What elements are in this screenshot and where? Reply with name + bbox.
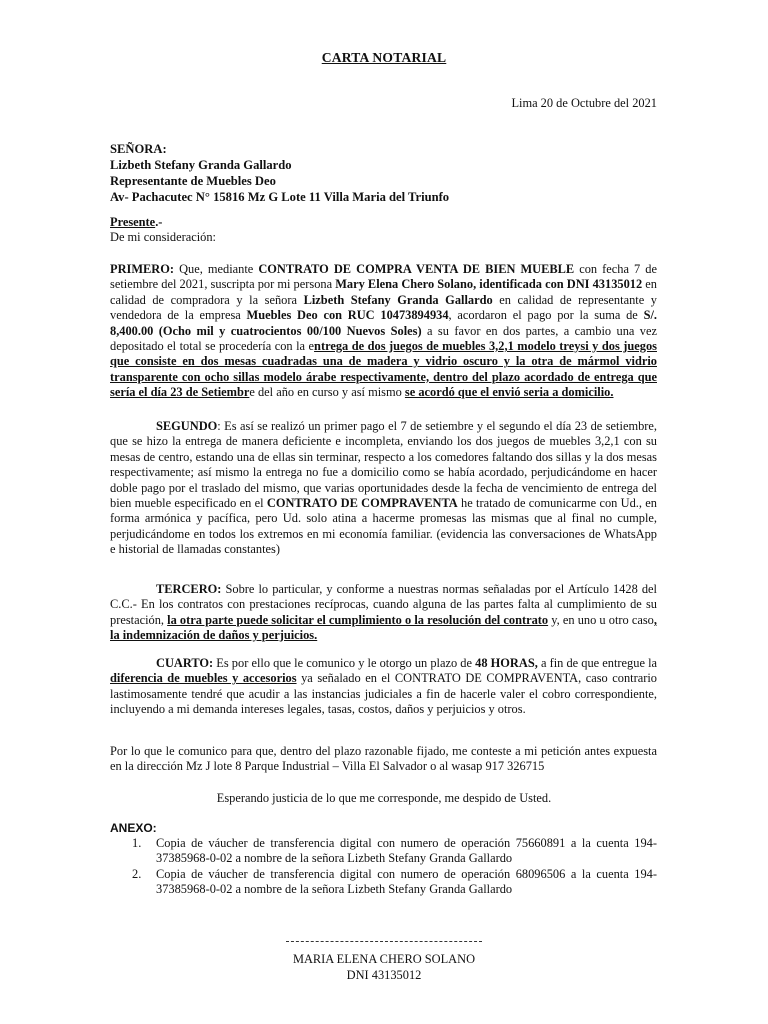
farewell xyxy=(0,791,768,806)
primero-amount: S/. 8,400.00 (Ocho mil y cuatrocientos 00/100 Nuevos Soles) xyxy=(110,308,657,338)
paragraph-cuarto xyxy=(110,656,657,718)
cuarto-deadline: 48 HORAS, xyxy=(475,656,538,670)
primero-home-delivery: se acordó que el envió seria a domicilio. xyxy=(404,385,614,400)
primero-seller: Lizbeth Stefany Granda Gallardo xyxy=(303,292,493,307)
greeting: De mi consideración: xyxy=(110,230,216,245)
annex-item-text: Copia de váucher de transferencia digital con numero de operación 75660891 a la cuenta 194-37385968-0-02 a nombre de la señora Lizbeth Stefany Granda Gallardo xyxy=(156,836,657,866)
cuarto-label: CUARTO: xyxy=(156,656,214,670)
farewell-text: Esperando justicia de lo que me corresponde, me despido de Usted. xyxy=(216,791,552,805)
primero-company: Muebles Deo con RUC 10473894934 xyxy=(246,308,449,323)
primero-buyer: Mary Elena Chero Solano, identificada con DNI 43135012 xyxy=(335,277,643,292)
recipient-role: Representante de Muebles Deo xyxy=(110,174,276,188)
primero-text-2: con fecha 7 de setiembre del 2021, suscripta por mi persona xyxy=(110,262,657,292)
primero-text-6: a su favor en dos partes, a cambio una vez depositado el total se procedería con la e xyxy=(110,323,657,354)
cuarto-text-3: ya señalado en el CONTRATO DE COMPRAVENTA, caso contrario lastimosamente tendré que acudir a las instancias judiciales a fin de hacerle valer el cobro correspondiente, incluyendo a mi demanda intereses legales, tasas, costos, daños y perjuicios y otros. xyxy=(110,671,658,717)
primero-text-5: , acordaron el pago por la suma de xyxy=(448,308,644,323)
primero-contract: CONTRATO DE COMPRA VENTA DE BIEN MUEBLE xyxy=(258,262,575,276)
recipient-address: Av- Pachacutec N° 15816 Mz G Lote 11 Villa Maria del Triunfo xyxy=(110,190,450,204)
recipient-block xyxy=(110,141,449,205)
recipient-salutation: SEÑORA: xyxy=(110,142,167,156)
annex-list xyxy=(110,836,657,898)
primero-text-3: en calidad de compradora y la señora xyxy=(110,277,658,307)
presente-label: Presente xyxy=(110,215,156,229)
primero-delivery-terms: ntrega de dos juegos de muebles 3,2,1 modelo treysi y dos juegos que consiste en dos mesas cuadradas una de madera y vidrio oscuro y la otra de mármol vidrio transparente con ocho sillas modelo árabe respectivamente, dentro del plazo acordado de entrega que sería el día 23 de Setiembr xyxy=(110,339,657,400)
segundo-text-1: : Es así se realizó un primer pago el 7 de setiembre y el segundo el día 23 de setiembre, que se hizo la entrega de manera deficiente e incompleta, enviando los dos juegos de muebles 3,2,1 con su mesas de centro, estando una de ellas sin terminar, respecto a los comedores faltando dos sillas y la dos mesas respectivamente; así mismo la entrega no fue a domicilio como se había acordado, perjudicándome en hacer doble pago por el traslado del mismo, que varias oportunidades desde la fecha de vencimiento de entrega del bien mueble especificado en el xyxy=(110,419,657,511)
segundo-contract: CONTRATO DE COMPRAVENTA xyxy=(266,496,458,511)
primero-label: PRIMERO: xyxy=(110,262,175,276)
annex-item-number: 1. xyxy=(132,836,142,850)
signature-line xyxy=(286,941,482,942)
signature-dni: DNI 43135012 xyxy=(346,968,422,982)
cuarto-text-1: Es por ello que le comunico y le otorgo un plazo de xyxy=(213,656,476,670)
tercero-label: TERCERO: xyxy=(156,582,222,596)
tercero-text-2: y, en uno u otro caso xyxy=(548,612,654,627)
segundo-text-2: he tratado de comunicarme con Ud., en forma armónica y pacífica, pero Ud. solo atina a hacerme promesas las mismas que al final no cumple, perjudicándome en todos los extremos en mi economía familiar. (evidencia las conversaciones de WhatsApp e historial de llamadas constantes) xyxy=(110,496,657,557)
annex-item-text: Copia de váucher de transferencia digital con numero de operación 68096506 a la cuenta 194-37385968-0-02 a nombre de la señora Lizbeth Stefany Granda Gallardo xyxy=(156,866,657,897)
primero-text-4: en calidad de representante y vendedora de la empresa xyxy=(110,292,657,323)
annex-heading: ANEXO: xyxy=(110,821,157,835)
closing-text: Por lo que le comunico para que, dentro del plazo razonable fijado, me conteste a mi petición antes expuesta en la dirección Mz J lote 8 Parque Industrial – Villa El Salvador o al wasap 917 326715 xyxy=(110,744,657,774)
primero-text-7: e del año en curso y así mismo xyxy=(249,385,405,400)
primero-text-1: Que, mediante xyxy=(174,262,259,276)
paragraph-closing xyxy=(110,744,657,775)
list-item xyxy=(110,836,657,867)
cuarto-text-2: a fin de que entregue la xyxy=(537,656,658,670)
list-item xyxy=(110,867,657,898)
tercero-text-1: Sobre lo particular, y conforme a nuestras normas señaladas por el Artículo 1428 del C.C.- En los contratos con prestaciones recíprocas, cuando alguna de las partes falta al cumplimiento de su prestación, xyxy=(110,582,657,627)
recipient-name: Lizbeth Stefany Granda Gallardo xyxy=(110,158,292,172)
paragraph-primero xyxy=(110,262,657,401)
tercero-remedy: la otra parte puede solicitar el cumplimiento o la resolución del contrato xyxy=(167,612,549,627)
paragraph-tercero xyxy=(110,582,657,644)
tercero-damages: , la indemnización de daños y perjuicios. xyxy=(110,612,657,643)
document-title: CARTA NOTARIAL xyxy=(321,50,447,65)
signature-name: MARIA ELENA CHERO SOLANO xyxy=(292,952,476,966)
annex-item-number: 2. xyxy=(132,866,142,881)
segundo-label: SEGUNDO xyxy=(156,419,218,433)
paragraph-segundo xyxy=(110,419,657,558)
letter-date: Lima 20 de Octubre del 2021 xyxy=(511,96,657,110)
opening-block xyxy=(110,215,216,246)
presente-suffix: .- xyxy=(155,215,163,229)
cuarto-difference: diferencia de muebles y accesorios xyxy=(110,671,297,686)
